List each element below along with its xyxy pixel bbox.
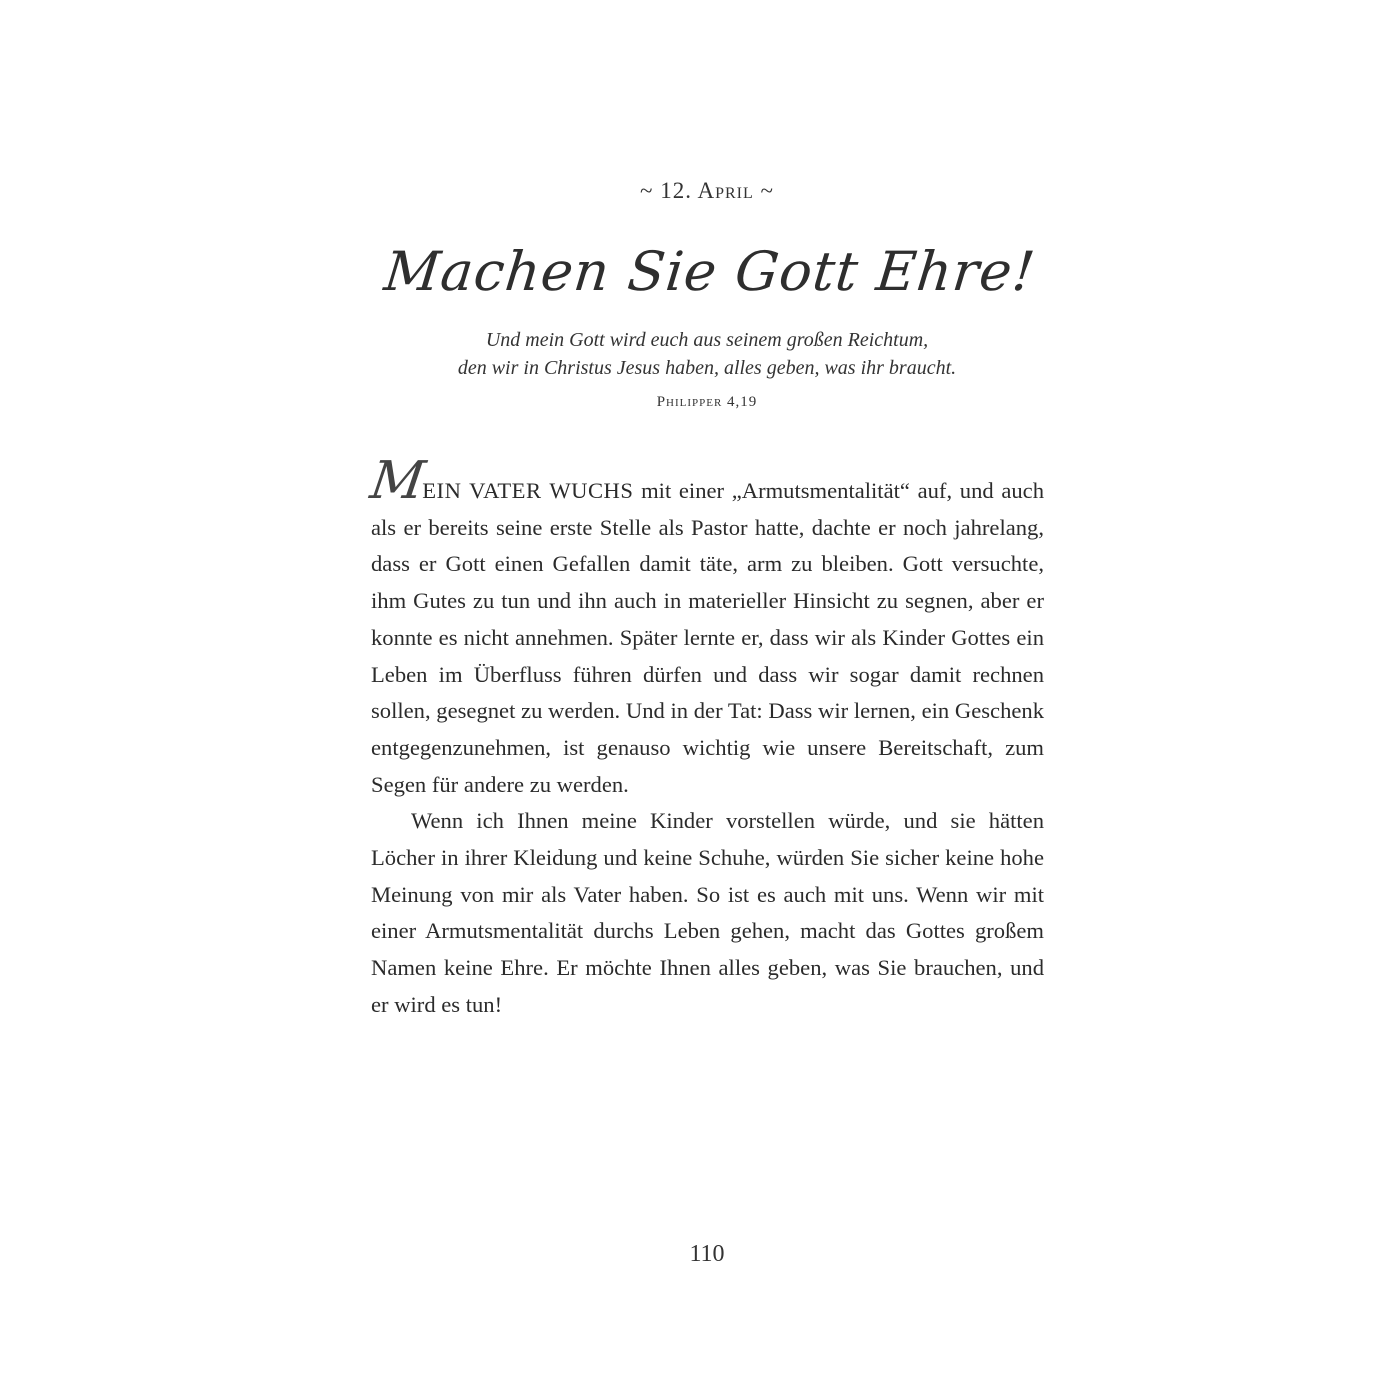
verse-line-2: den wir in Christus Jesus haben, alles geben, was ihr braucht. <box>457 357 957 379</box>
bible-verse <box>0 326 1400 382</box>
paragraph-1-text: mit einer „Armutsmentalität“ auf, und auch als er bereits seine erste Stelle als Pastor hatte, dachte er noch jahrelang, dass er Gott einen Gefallen damit täte, arm zu bleiben. Gott versuchte, ihm Gutes zu tun und ihn auch in materieller Hinsicht zu segnen, aber er konnte es nicht annehmen. Später lernte er, dass wir als Kinder Gottes ein Leben im Überfluss führen dürfen und dass wir sogar damit rechnen sollen, gesegnet zu werden. Und in der Tat: Dass wir lernen, ein Geschenk entgegenzunehmen, ist genauso wichtig wie unsere Bereitschaft, zum Segen für andere zu werden. <box>371 478 1044 797</box>
verse-line-1: Und mein Gott wird euch aus seinem großen Reichtum, <box>485 329 929 351</box>
body-text <box>366 451 1044 1024</box>
date-text: ~ 12. April ~ <box>640 178 774 203</box>
drop-cap: M <box>366 451 429 511</box>
lead-in-caps: EIN VATER WUCHS <box>422 478 634 503</box>
paragraph-1 <box>366 451 1044 803</box>
page-number: 110 <box>689 1241 725 1267</box>
date-heading <box>0 178 1400 204</box>
verse-reference: Philipper 4,19 <box>656 394 758 410</box>
devotional-title: Machen Sie Gott Ehre! <box>381 240 1039 303</box>
paragraph-2: Wenn ich Ihnen meine Kinder vorstellen würde, und sie hätten Löcher in ihrer Kleidung und keine Schuhe, würden Sie sicher keine hohe Meinung von mir als Vater haben. So ist es auch mit uns. Wenn wir mit einer Armutsmentalität durchs Leben gehen, macht das Gottes großem Namen keine Ehre. Er möchte Ihnen alles geben, was Sie brauchen, und er wird es tun! <box>371 808 1044 1017</box>
